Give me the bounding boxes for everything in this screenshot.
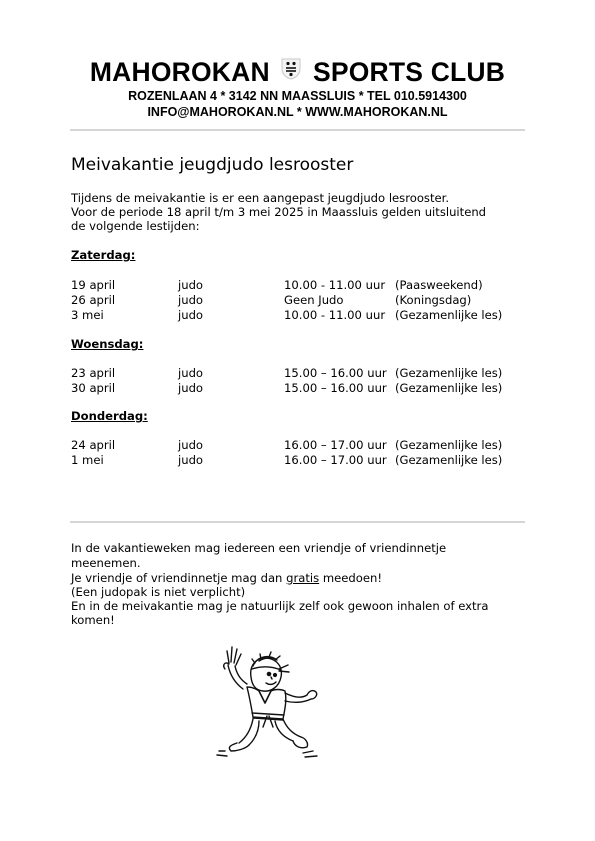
section-divider [70, 521, 525, 523]
schedule-row [0, 293, 595, 308]
row-note: (Koningsdag) [395, 293, 472, 307]
address-line: ROZENLAAN 4 * 3142 NN MAASSLUIS * TEL 010.5914300 [128, 89, 467, 103]
row-date: 26 april [71, 293, 116, 307]
gratis-emphasis: gratis [286, 571, 320, 585]
closing-line-3 [71, 571, 382, 585]
closing-line-2: meenemen. [71, 556, 141, 570]
row-activity: judo [178, 366, 204, 380]
row-note: (Gezamenlijke les) [395, 366, 503, 380]
row-note: (Gezamenlijke les) [395, 308, 503, 322]
closing-line-6: komen! [71, 613, 115, 627]
row-activity: judo [178, 453, 204, 467]
closing-line-4: (Een judopak is niet verplicht) [71, 585, 246, 599]
row-time: 10.00 - 11.00 uur [284, 278, 386, 292]
row-note: (Gezamenlijke les) [395, 453, 503, 467]
row-time: 15.00 – 16.00 uur [284, 366, 387, 380]
header-divider [70, 129, 525, 131]
row-time: 16.00 – 17.00 uur [284, 453, 387, 467]
intro-line-1: Tijdens de meivakantie is er een aangepast jeugdjudo lesrooster. [71, 191, 450, 205]
row-time: Geen Judo [284, 293, 344, 307]
judoka-illustration [213, 639, 323, 765]
closing-line-1: In de vakantieweken mag iedereen een vriendje of vriendinnetje [71, 541, 447, 555]
row-activity: judo [178, 293, 204, 307]
row-activity: judo [178, 278, 204, 292]
intro-line-2: Voor de periode 18 april t/m 3 mei 2025 in Maassluis gelden uitsluitend [71, 205, 487, 219]
closing-line-3-end: meedoen! [319, 571, 382, 585]
schedule-row [0, 308, 595, 323]
closing-line-5: En in de meivakantie mag je natuurlijk zelf ook gewoon inhalen of extra [71, 599, 489, 613]
page-title: Meivakantie jeugdjudo lesrooster [71, 155, 354, 175]
row-activity: judo [178, 438, 204, 452]
row-date: 19 april [71, 278, 116, 292]
day-heading-donderdag: Donderdag: [71, 409, 148, 423]
row-activity: judo [178, 308, 204, 322]
schedule-row [0, 438, 595, 453]
row-activity: judo [178, 381, 204, 395]
row-date: 23 april [71, 366, 116, 380]
schedule-row [0, 381, 595, 396]
schedule-row [0, 453, 595, 468]
row-time: 16.00 – 17.00 uur [284, 438, 387, 452]
row-note: (Gezamenlijke les) [395, 381, 503, 395]
day-heading-zaterdag: Zaterdag: [71, 248, 136, 262]
row-date: 30 april [71, 381, 116, 395]
row-time: 10.00 - 11.00 uur [284, 308, 386, 322]
day-heading-woensdag: Woensdag: [71, 337, 144, 351]
row-note: (Paasweekend) [395, 278, 483, 292]
row-note: (Gezamenlijke les) [395, 438, 503, 452]
intro-line-3: de volgende lestijden: [71, 219, 200, 233]
club-title-left: MAHOROKAN [89, 57, 270, 87]
schedule-row [0, 278, 595, 293]
row-date: 24 april [71, 438, 116, 452]
club-title [0, 56, 595, 90]
schedule-row [0, 366, 595, 381]
row-date: 1 mei [71, 453, 104, 467]
closing-line-3-start: Je vriendje of vriendinnetje mag dan [71, 571, 287, 585]
club-title-right: SPORTS CLUB [312, 57, 506, 87]
contact-line: INFO@MAHOROKAN.NL * WWW.MAHOROKAN.NL [147, 105, 448, 119]
club-logo-icon [281, 55, 301, 87]
row-time: 15.00 – 16.00 uur [284, 381, 387, 395]
row-date: 3 mei [71, 308, 104, 322]
